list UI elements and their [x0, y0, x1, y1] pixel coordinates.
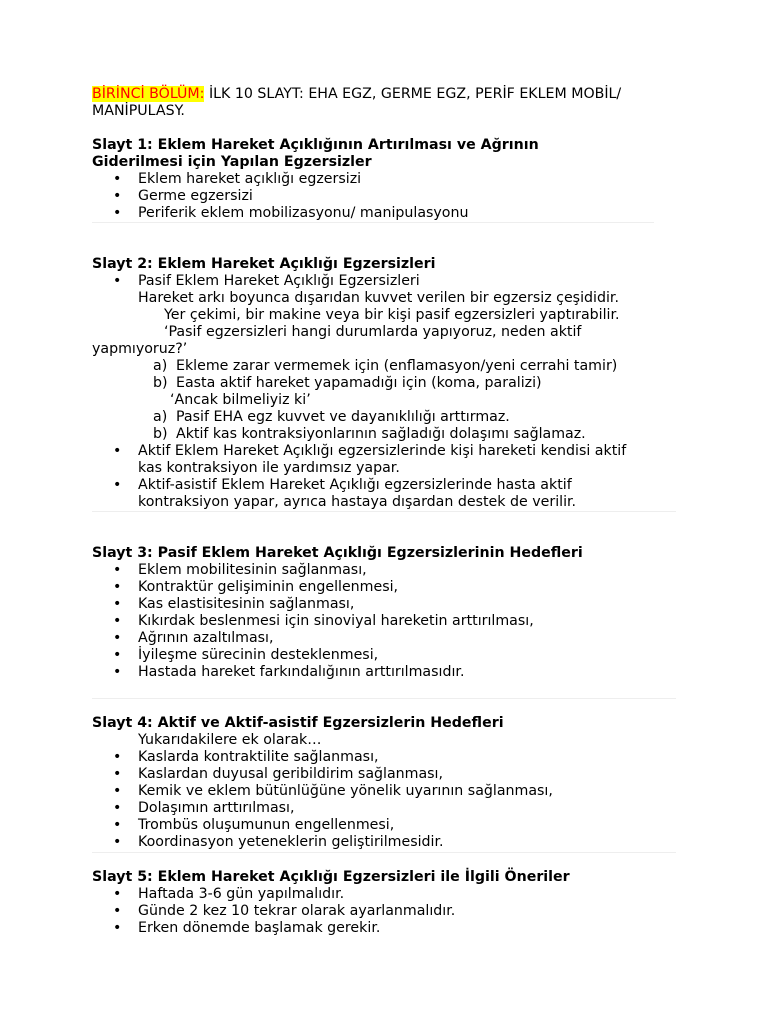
slide2-bullet-active: Aktif Eklem Hareket Açıklığı egzersizlerinde kişi hareketi kendisi aktif [138, 443, 627, 459]
slide2-description: Hareket arkı boyunca dışarıdan kuvvet verilen bir egzersiz çeşididir. [138, 290, 619, 306]
bullet-icon: • [113, 886, 122, 902]
slide5-bullet: Günde 2 kez 10 tekrar olarak ayarlanmalıdır. [138, 903, 456, 919]
bullet-icon: • [113, 920, 122, 936]
list-item: Pasif EHA egz kuvvet ve dayanıklılığı arttırmaz. [176, 409, 510, 425]
bullet-icon: • [113, 647, 122, 663]
slide4-bullet: Koordinasyon yeteneklerin geliştirilmesidir. [138, 834, 444, 850]
bullet-icon: • [113, 596, 122, 612]
chapter-highlight: BİRİNCİ BÖLÜM: [92, 86, 205, 102]
slide4-title: Slayt 4: Aktif ve Aktif-asistif Egzersizlerin Hedefleri [92, 715, 504, 731]
slide2-description: Yer çekimi, bir makine veya bir kişi pasif egzersizleri yaptırabilir. [164, 307, 620, 323]
slide3-bullet: Ağrının azaltılması, [138, 630, 274, 646]
slide4-bullet: Dolaşımın arttırılması, [138, 800, 295, 816]
bullet-icon: • [113, 477, 122, 493]
intro-line-2: MANİPULASY. [92, 103, 185, 119]
bullet-icon: • [113, 817, 122, 833]
bullet-icon: • [113, 613, 122, 629]
slide5-bullet: Haftada 3-6 gün yapılmalıdır. [138, 886, 345, 902]
slide3-bullet: Kontraktür gelişiminin engellenmesi, [138, 579, 399, 595]
slide3-bullet: Kas elastisitesinin sağlanması, [138, 596, 355, 612]
list-marker: b) [153, 426, 168, 442]
slide4-lead: Yukarıdakilere ek olarak… [138, 732, 322, 748]
bullet-icon: • [113, 171, 122, 187]
bullet-icon: • [113, 664, 122, 680]
slide3-bullet: Eklem mobilitesinin sağlanması, [138, 562, 367, 578]
bullet-icon: • [113, 188, 122, 204]
bullet-icon: • [113, 783, 122, 799]
slide2-note: ‘Ancak bilmeliyiz ki’ [170, 392, 311, 408]
bullet-icon: • [113, 766, 122, 782]
section-divider [92, 698, 676, 699]
section-divider [92, 511, 676, 512]
bullet-icon: • [113, 630, 122, 646]
bullet-icon: • [113, 749, 122, 765]
bullet-icon: • [113, 834, 122, 850]
intro-line-1 [92, 86, 621, 103]
bullet-icon: • [113, 903, 122, 919]
list-item: Ekleme zarar vermemek için (enflamasyon/yeni cerrahi tamir) [176, 358, 618, 374]
list-marker: b) [153, 375, 168, 391]
slide2-bullet-active: kas kontraksiyon ile yardımsız yapar. [138, 460, 400, 476]
slide3-title: Slayt 3: Pasif Eklem Hareket Açıklığı Egzersizlerinin Hedefleri [92, 545, 583, 561]
slide1-bullet: Germe egzersizi [138, 188, 253, 204]
list-marker: a) [153, 409, 168, 425]
list-marker: a) [153, 358, 168, 374]
slide5-title: Slayt 5: Eklem Hareket Açıklığı Egzersizleri ile İlgili Öneriler [92, 869, 570, 885]
slide2-title: Slayt 2: Eklem Hareket Açıklığı Egzersizleri [92, 256, 436, 272]
bullet-icon: • [113, 205, 122, 221]
slide3-bullet: Kıkırdak beslenmesi için sinoviyal hareketin arttırılması, [138, 613, 534, 629]
slide1-bullet: Periferik eklem mobilizasyonu/ manipulasyonu [138, 205, 469, 221]
bullet-icon: • [113, 562, 122, 578]
section-divider [92, 222, 654, 223]
list-item: Aktif kas kontraksiyonlarının sağladığı dolaşımı sağlamaz. [176, 426, 586, 442]
bullet-icon: • [113, 273, 122, 289]
slide1-bullet: Eklem hareket açıklığı egzersizi [138, 171, 362, 187]
slide1-title-line-2: Giderilmesi için Yapılan Egzersizler [92, 154, 372, 170]
slide4-bullet: Trombüs oluşumunun engellenmesi, [138, 817, 395, 833]
slide4-bullet: Kaslardan duyusal geribildirim sağlanması, [138, 766, 444, 782]
slide2-question: ‘Pasif egzersizleri hangi durumlarda yapıyoruz, neden aktif [164, 324, 582, 340]
slide1-title-line-1: Slayt 1: Eklem Hareket Açıklığının Artırılması ve Ağrının [92, 137, 539, 153]
slide4-bullet: Kaslarda kontraktilite sağlanması, [138, 749, 379, 765]
slide2-bullet-assistive: Aktif-asistif Eklem Hareket Açıklığı egzersizlerinde hasta aktif [138, 477, 572, 493]
bullet-icon: • [113, 800, 122, 816]
slide2-bullet-passive: Pasif Eklem Hareket Açıklığı Egzersizleri [138, 273, 420, 289]
bullet-icon: • [113, 579, 122, 595]
section-divider [92, 852, 676, 853]
list-item: Easta aktif hareket yapamadığı için (koma, paralizi) [176, 375, 542, 391]
slide4-bullet: Kemik ve eklem bütünlüğüne yönelik uyarının sağlanması, [138, 783, 553, 799]
slide2-question: yapmıyoruz?’ [92, 341, 188, 357]
intro-text: İLK 10 SLAYT: EHA EGZ, GERME EGZ, PERİF EKLEM MOBİL/ [204, 86, 622, 102]
slide5-bullet: Erken dönemde başlamak gerekir. [138, 920, 381, 936]
slide3-bullet: İyileşme sürecinin desteklenmesi, [138, 647, 379, 663]
bullet-icon: • [113, 443, 122, 459]
slide3-bullet: Hastada hareket farkındalığının arttırılmasıdır. [138, 664, 465, 680]
slide2-bullet-assistive: kontraksiyon yapar, ayrıca hastaya dışardan destek de verilir. [138, 494, 577, 510]
